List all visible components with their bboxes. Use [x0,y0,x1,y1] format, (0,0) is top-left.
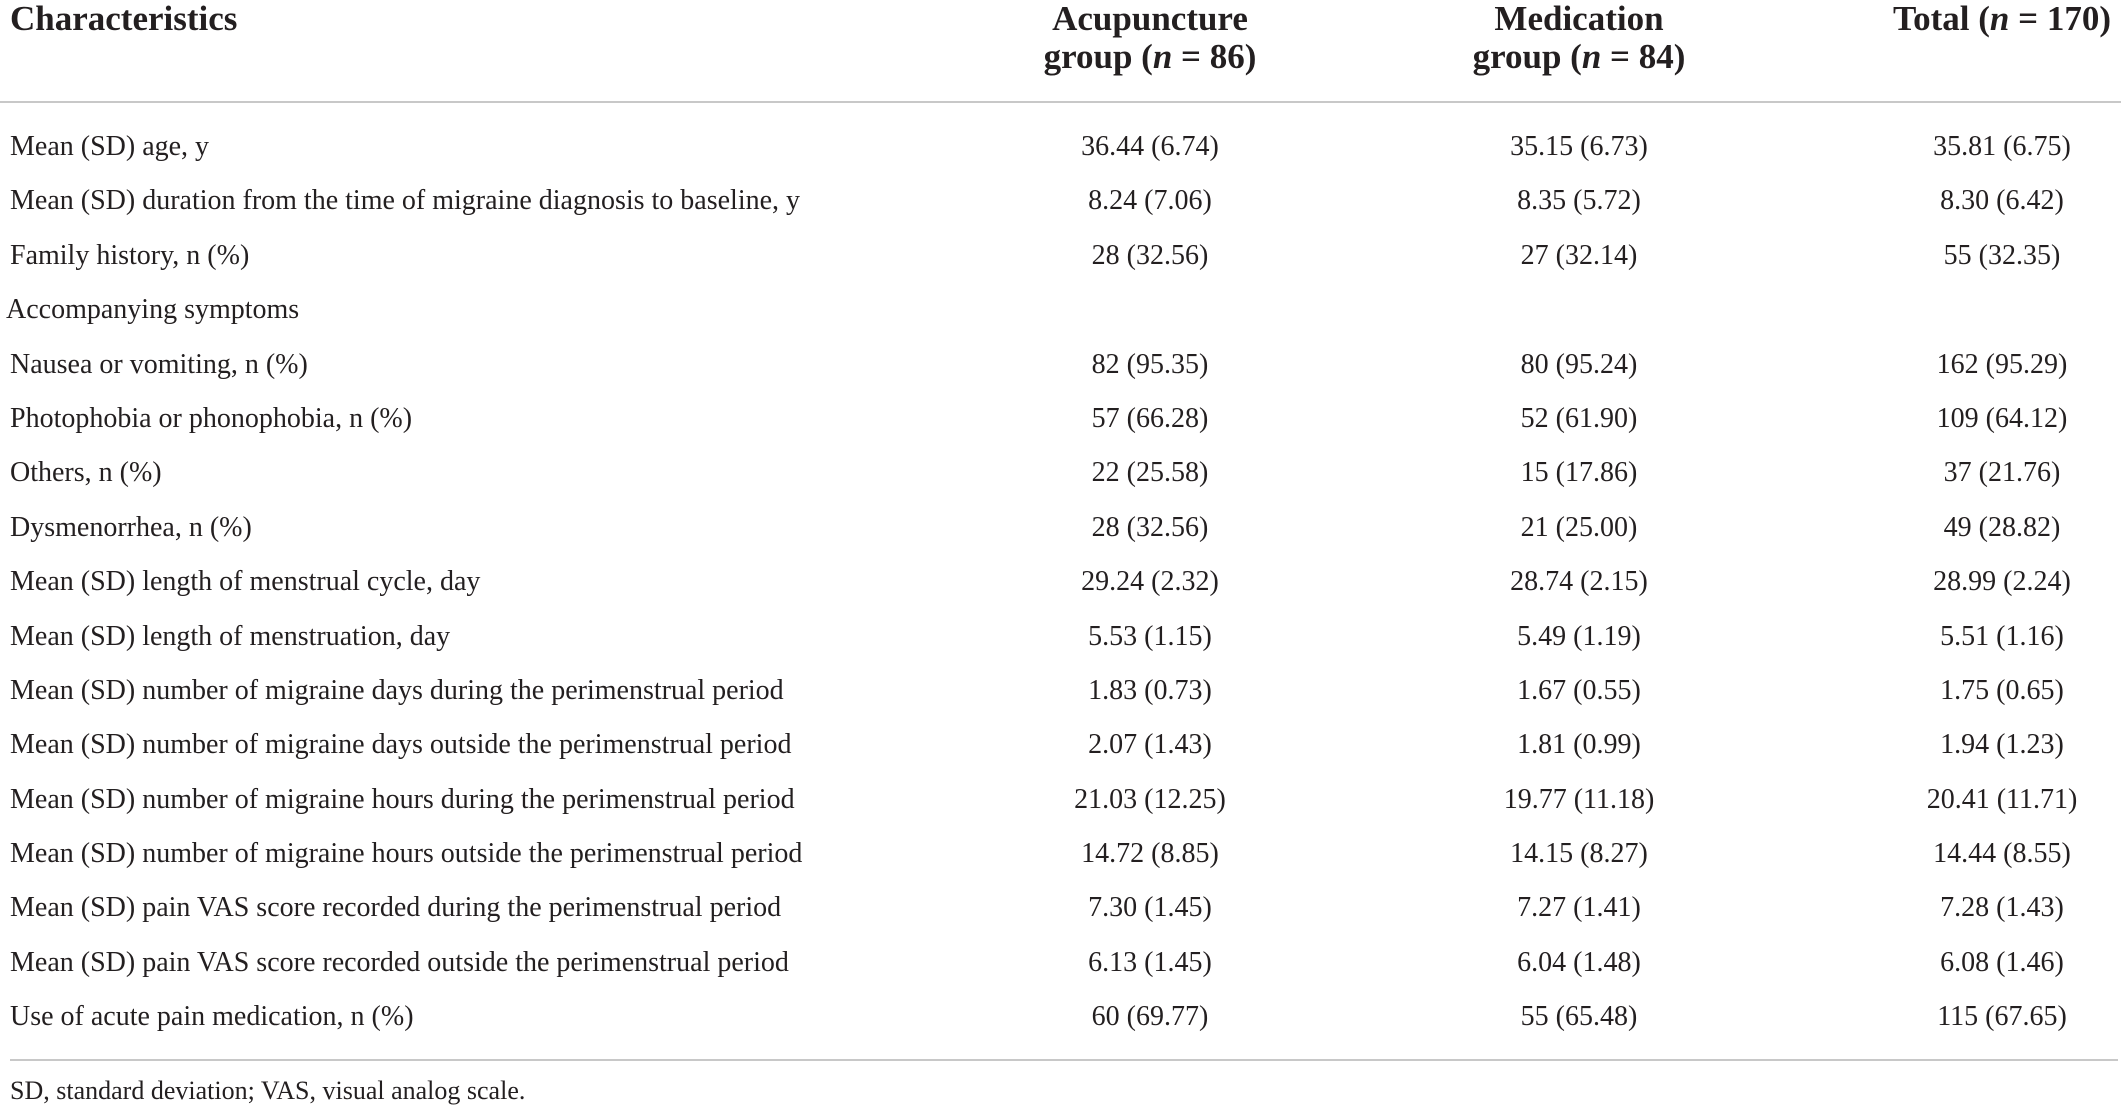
row-label: Use of acute pain medication, n (%) [10,1001,414,1033]
medication-value: 80 (95.24) [1520,348,1638,380]
table-row [0,885,2121,939]
table-row [0,722,2121,776]
header-medication-line2-pre: group ( [1472,37,1582,76]
header-medication-n: n [1581,37,1602,76]
medication-value: 28.74 (2.15) [1510,566,1648,598]
medication-value: 15 (17.86) [1520,457,1638,489]
total-value: 20.41 (11.71) [1926,783,2078,815]
row-label: Mean (SD) pain VAS score recorded outside the perimenstrual period [10,946,789,978]
total-value: 5.51 (1.16) [1940,620,2064,652]
acupuncture-value: 82 (95.35) [1091,348,1209,380]
acupuncture-value: 21.03 (12.25) [1074,783,1226,815]
row-label: Nausea or vomiting, n (%) [10,348,308,380]
total-value: 55 (32.35) [1943,239,2061,271]
header-acupuncture-line2-pre: group ( [1043,37,1153,76]
acupuncture-value: 2.07 (1.43) [1088,729,1212,761]
table-row [0,178,2121,232]
header-total [1802,0,2121,38]
acupuncture-value: 57 (66.28) [1091,402,1209,434]
total-value: 1.94 (1.23) [1940,729,2064,761]
row-label: Accompanying symptoms [6,294,300,326]
acupuncture-value: 36.44 (6.74) [1081,131,1219,162]
row-label: Mean (SD) pain VAS score recorded during the perimenstrual period [10,892,782,924]
header-acupuncture-line2-post: = 86) [1172,37,1257,76]
table-row [0,831,2121,885]
table-row [0,505,2121,559]
header-medication-group [1379,0,1779,76]
header-acupuncture-line1: Acupuncture [1052,0,1248,38]
total-value: 6.08 (1.46) [1940,946,2064,978]
row-label: Others, n (%) [10,457,162,489]
total-value: 109 (64.12) [1936,402,2068,434]
acupuncture-value: 60 (69.77) [1091,1001,1209,1033]
table-row [0,287,2121,341]
table-row [0,124,2121,178]
table-row [0,559,2121,613]
table-row [0,668,2121,722]
medication-value: 7.27 (1.41) [1517,892,1641,924]
acupuncture-value: 29.24 (2.32) [1081,566,1219,598]
table-row [0,777,2121,831]
total-value: 8.30 (6.42) [1940,185,2064,217]
medication-value: 19.77 (11.18) [1503,783,1655,815]
row-label: Mean (SD) length of menstruation, day [10,620,451,652]
header-total-pre: Total ( [1893,0,1990,38]
medication-value: 21 (25.00) [1520,511,1638,543]
acupuncture-value: 22 (25.58) [1091,457,1209,489]
acupuncture-value: 6.13 (1.45) [1088,946,1212,978]
table-footnote: SD, standard deviation; VAS, visual analog scale. [10,1076,526,1105]
medication-value: 5.49 (1.19) [1517,620,1641,652]
total-value: 7.28 (1.43) [1940,892,2064,924]
header-total-line [1802,0,2121,38]
table-bottom-rule [10,1059,2118,1061]
acupuncture-value: 1.83 (0.73) [1088,674,1212,706]
table-header-row [0,0,2121,103]
medication-value: 1.81 (0.99) [1517,729,1641,761]
medication-value: 14.15 (8.27) [1510,838,1648,870]
table-row [0,940,2121,994]
header-acupuncture-n: n [1152,37,1173,76]
medication-value: 35.15 (6.73) [1510,131,1648,162]
total-value: 162 (95.29) [1936,348,2068,380]
table-row [0,233,2121,287]
row-label: Family history, n (%) [10,239,250,271]
row-label: Mean (SD) length of menstrual cycle, day [10,566,481,598]
total-value: 115 (67.65) [1937,1001,2067,1033]
medication-value: 1.67 (0.55) [1517,674,1641,706]
total-value: 14.44 (8.55) [1933,838,2071,870]
table-row [0,342,2121,396]
header-acupuncture-line2 [950,38,1350,76]
header-total-post: = 170) [2009,0,2111,38]
table-row [0,450,2121,504]
acupuncture-value: 28 (32.56) [1091,239,1209,271]
row-label: Mean (SD) number of migraine hours outside the perimenstrual period [10,838,803,870]
row-label: Mean (SD) age, y [10,131,210,162]
total-value: 28.99 (2.24) [1933,566,2071,598]
row-label: Photophobia or phonophobia, n (%) [10,402,413,434]
acupuncture-value: 7.30 (1.45) [1088,892,1212,924]
table-body [0,103,2121,1049]
header-medication-line2-post: = 84) [1601,37,1686,76]
total-value: 49 (28.82) [1943,511,2061,543]
medication-value: 52 (61.90) [1520,402,1638,434]
row-label: Mean (SD) number of migraine days during the perimenstrual period [10,674,784,706]
medication-value: 8.35 (5.72) [1517,185,1641,217]
header-medication-line1: Medication [1494,0,1664,38]
row-label: Mean (SD) duration from the time of migraine diagnosis to baseline, y [10,185,801,217]
row-label: Dysmenorrhea, n (%) [10,511,252,543]
table-row [0,614,2121,668]
header-total-n: n [1989,0,2010,38]
total-value: 35.81 (6.75) [1933,131,2071,162]
acupuncture-value: 14.72 (8.85) [1081,838,1219,870]
acupuncture-value: 8.24 (7.06) [1088,185,1212,217]
total-value: 37 (21.76) [1943,457,2061,489]
header-medication-line2 [1379,38,1779,76]
row-label: Mean (SD) number of migraine hours during the perimenstrual period [10,783,795,815]
row-label: Mean (SD) number of migraine days outside the perimenstrual period [10,729,792,761]
acupuncture-value: 28 (32.56) [1091,511,1209,543]
medication-value: 55 (65.48) [1520,1001,1638,1033]
medication-value: 27 (32.14) [1520,239,1638,271]
medication-value: 6.04 (1.48) [1517,946,1641,978]
table-row [0,396,2121,450]
header-characteristics: Characteristics [10,0,238,38]
table-row [0,994,2121,1048]
acupuncture-value: 5.53 (1.15) [1088,620,1212,652]
total-value: 1.75 (0.65) [1940,674,2064,706]
header-acupuncture-group [950,0,1350,76]
